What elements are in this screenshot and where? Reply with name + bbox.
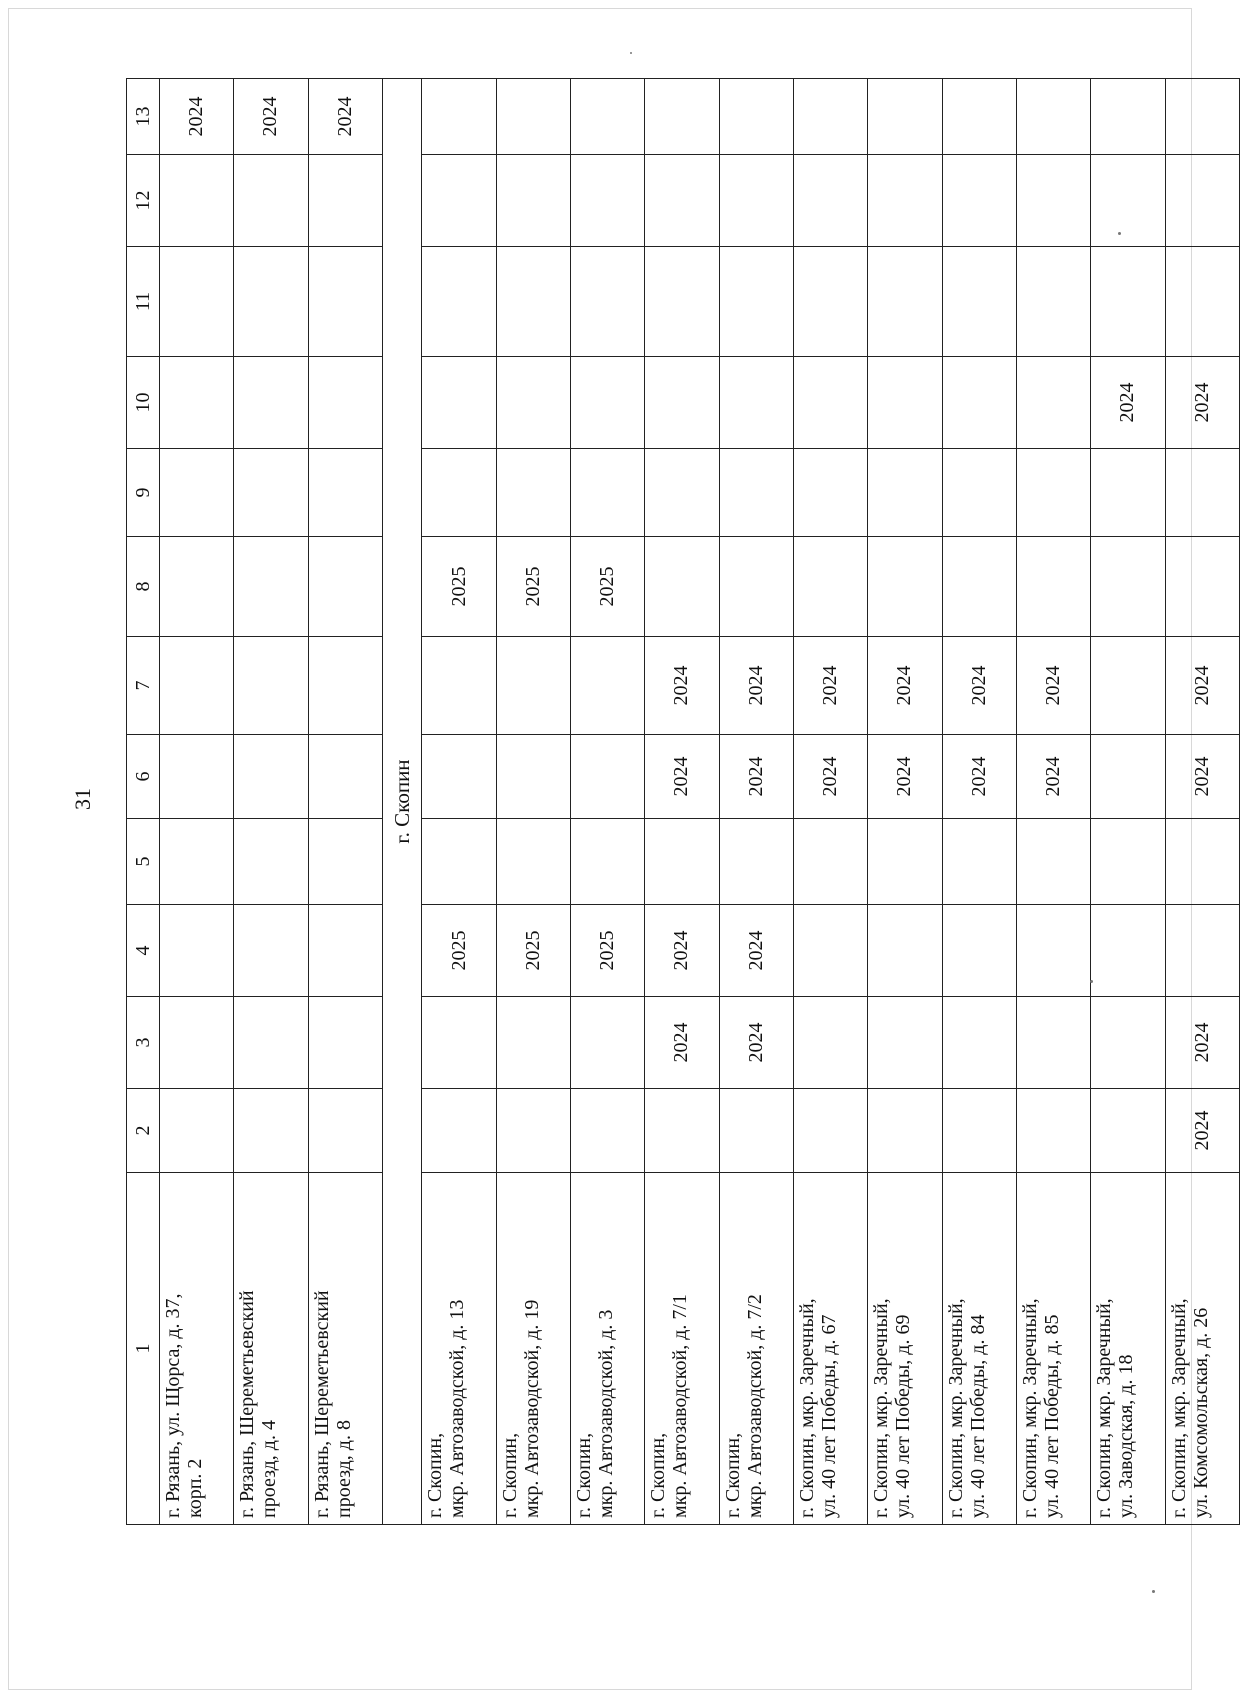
column-header-4: 4 (127, 905, 160, 997)
year-cell: 2024 (719, 735, 793, 819)
year-cell (496, 997, 570, 1089)
year-cell (719, 537, 793, 637)
year-cell (160, 637, 234, 735)
year-cell (160, 155, 234, 247)
year-cell (868, 247, 942, 357)
year-cell (1016, 537, 1090, 637)
year-cell: 2024 (234, 79, 308, 155)
year-cell: 2024 (793, 735, 867, 819)
year-cell (645, 819, 719, 905)
address-cell: г. Скопин, мкр. Заречный, ул. 40 лет Победы, д. 84 (942, 1173, 1016, 1525)
year-cell (496, 449, 570, 537)
year-cell (645, 357, 719, 449)
column-header-7: 7 (127, 637, 160, 735)
year-cell (1091, 247, 1165, 357)
table-row (1165, 79, 1240, 1525)
year-cell (422, 735, 496, 819)
year-cell (422, 819, 496, 905)
year-cell (1091, 155, 1165, 247)
scan-speck (1152, 1590, 1155, 1593)
year-cell (1165, 79, 1240, 155)
year-cell (422, 1089, 496, 1173)
year-cell (719, 155, 793, 247)
column-header-12: 12 (127, 155, 160, 247)
year-cell (793, 449, 867, 537)
column-header-13: 13 (127, 79, 160, 155)
year-cell (942, 819, 1016, 905)
year-cell (308, 357, 382, 449)
year-cell (793, 357, 867, 449)
year-cell: 2024 (160, 79, 234, 155)
year-cell (308, 819, 382, 905)
year-cell (496, 735, 570, 819)
year-cell: 2024 (1165, 735, 1240, 819)
year-cell (645, 537, 719, 637)
year-cell (160, 735, 234, 819)
address-cell: г. Рязань, Шереметьевский проезд, д. 4 (234, 1173, 308, 1525)
year-cell: 2024 (1165, 637, 1240, 735)
table-row (1016, 79, 1090, 1525)
year-cell: 2025 (422, 905, 496, 997)
scan-speck (630, 52, 632, 54)
column-header-10: 10 (127, 357, 160, 449)
year-cell (942, 1089, 1016, 1173)
year-cell (1091, 905, 1165, 997)
year-cell: 2024 (1165, 997, 1240, 1089)
year-cell (308, 997, 382, 1089)
year-cell (868, 79, 942, 155)
year-cell (234, 997, 308, 1089)
year-cell: 2024 (308, 79, 382, 155)
year-cell (1091, 637, 1165, 735)
year-cell (308, 247, 382, 357)
year-cell (571, 79, 645, 155)
year-cell (868, 1089, 942, 1173)
column-header-9: 9 (127, 449, 160, 537)
column-header-1: 1 (127, 1173, 160, 1525)
year-cell (571, 449, 645, 537)
table-row (422, 79, 496, 1525)
year-cell (160, 537, 234, 637)
year-cell (793, 997, 867, 1089)
year-cell (422, 357, 496, 449)
year-cell (793, 537, 867, 637)
table-row (1091, 79, 1165, 1525)
address-cell: г. Скопин, мкр. Автозаводской, д. 7/2 (719, 1173, 793, 1525)
address-cell: г. Скопин, мкр. Автозаводской, д. 3 (571, 1173, 645, 1525)
year-cell (868, 905, 942, 997)
year-cell (1165, 449, 1240, 537)
table-row (868, 79, 942, 1525)
year-cell (571, 735, 645, 819)
year-cell (234, 735, 308, 819)
table-body (160, 79, 1240, 1525)
year-cell (234, 357, 308, 449)
column-header-8: 8 (127, 537, 160, 637)
year-cell (1091, 79, 1165, 155)
year-cell: 2024 (1016, 637, 1090, 735)
year-cell (868, 155, 942, 247)
year-cell: 2024 (645, 735, 719, 819)
year-cell: 2024 (793, 637, 867, 735)
year-cell: 2024 (868, 637, 942, 735)
year-cell (1091, 819, 1165, 905)
year-cell (645, 1089, 719, 1173)
year-cell (160, 1089, 234, 1173)
year-cell (234, 637, 308, 735)
year-cell (571, 819, 645, 905)
table-row (234, 79, 308, 1525)
year-cell (1091, 735, 1165, 819)
year-cell: 2025 (496, 537, 570, 637)
year-cell (308, 537, 382, 637)
year-cell: 2024 (645, 997, 719, 1089)
address-cell: г. Скопин, мкр. Автозаводской, д. 19 (496, 1173, 570, 1525)
rotated-table-container (126, 79, 1240, 1525)
year-cell (234, 905, 308, 997)
year-cell: 2024 (645, 905, 719, 997)
year-cell (1016, 79, 1090, 155)
year-cell (719, 819, 793, 905)
year-cell (234, 1089, 308, 1173)
year-cell (496, 637, 570, 735)
year-cell (645, 155, 719, 247)
address-cell: г. Скопин, мкр. Автозаводской, д. 13 (422, 1173, 496, 1525)
year-cell (1091, 537, 1165, 637)
year-cell (719, 357, 793, 449)
year-cell (308, 735, 382, 819)
table-row (942, 79, 1016, 1525)
year-cell (160, 247, 234, 357)
year-cell (645, 449, 719, 537)
section-title: г. Скопин (382, 79, 421, 1525)
year-cell (422, 247, 496, 357)
year-cell (1091, 997, 1165, 1089)
page-number: 31 (70, 788, 95, 810)
year-cell (308, 637, 382, 735)
year-cell: 2024 (1165, 1089, 1240, 1173)
year-cell (571, 997, 645, 1089)
year-cell: 2025 (571, 905, 645, 997)
year-cell (719, 79, 793, 155)
year-cell (422, 79, 496, 155)
year-cell (793, 155, 867, 247)
year-cell (422, 449, 496, 537)
year-cell (496, 357, 570, 449)
year-cell (234, 247, 308, 357)
table-row (645, 79, 719, 1525)
year-cell: 2024 (1016, 735, 1090, 819)
year-cell (942, 449, 1016, 537)
year-cell (571, 247, 645, 357)
year-cell (868, 819, 942, 905)
year-cell (793, 1089, 867, 1173)
year-cell (422, 637, 496, 735)
year-cell (234, 537, 308, 637)
year-cell (942, 537, 1016, 637)
year-cell (496, 819, 570, 905)
year-cell (308, 155, 382, 247)
year-cell (868, 537, 942, 637)
year-cell (1016, 357, 1090, 449)
year-cell (942, 905, 1016, 997)
table-row (719, 79, 793, 1525)
year-cell (571, 637, 645, 735)
year-cell (422, 997, 496, 1089)
address-cell: г. Скопин, мкр. Заречный, ул. 40 лет Победы, д. 69 (868, 1173, 942, 1525)
table-row (793, 79, 867, 1525)
year-cell (496, 1089, 570, 1173)
year-cell (160, 449, 234, 537)
year-cell (942, 79, 1016, 155)
schedule-table (126, 78, 1240, 1525)
year-cell (719, 1089, 793, 1173)
table-row (496, 79, 570, 1525)
year-cell (942, 357, 1016, 449)
year-cell (1165, 819, 1240, 905)
year-cell (496, 155, 570, 247)
section-row (382, 79, 421, 1525)
year-cell (1016, 155, 1090, 247)
year-cell (1016, 449, 1090, 537)
year-cell (942, 155, 1016, 247)
year-cell: 2024 (868, 735, 942, 819)
year-cell: 2025 (422, 537, 496, 637)
year-cell (160, 997, 234, 1089)
year-cell: 2024 (645, 637, 719, 735)
address-cell: г. Скопин, мкр. Заречный, ул. 40 лет Победы, д. 67 (793, 1173, 867, 1525)
year-cell: 2024 (1091, 357, 1165, 449)
year-cell (422, 155, 496, 247)
year-cell: 2025 (496, 905, 570, 997)
header-row (127, 79, 160, 1525)
year-cell (496, 247, 570, 357)
year-cell (571, 155, 645, 247)
year-cell (868, 357, 942, 449)
table-row (571, 79, 645, 1525)
year-cell (1016, 905, 1090, 997)
address-cell: г. Скопин, мкр. Автозаводской, д. 7/1 (645, 1173, 719, 1525)
address-cell: г. Рязань, Шереметьевский проезд, д. 8 (308, 1173, 382, 1525)
address-cell: г. Скопин, мкр. Заречный, ул. 40 лет Победы, д. 85 (1016, 1173, 1090, 1525)
year-cell: 2024 (1165, 357, 1240, 449)
year-cell (1016, 997, 1090, 1089)
column-header-5: 5 (127, 819, 160, 905)
year-cell: 2024 (942, 735, 1016, 819)
year-cell (308, 449, 382, 537)
year-cell (868, 449, 942, 537)
column-header-3: 3 (127, 997, 160, 1089)
year-cell (719, 247, 793, 357)
year-cell (1016, 247, 1090, 357)
year-cell (160, 819, 234, 905)
year-cell (1016, 1089, 1090, 1173)
address-cell: г. Рязань, ул. Щорса, д. 37, корп. 2 (160, 1173, 234, 1525)
year-cell (868, 997, 942, 1089)
column-header-2: 2 (127, 1089, 160, 1173)
year-cell (942, 247, 1016, 357)
year-cell (571, 357, 645, 449)
year-cell (793, 247, 867, 357)
year-cell (160, 905, 234, 997)
year-cell (645, 79, 719, 155)
address-cell: г. Скопин, мкр. Заречный, ул. Комсомольская, д. 26 (1165, 1173, 1240, 1525)
year-cell (308, 905, 382, 997)
year-cell (1016, 819, 1090, 905)
table-row (308, 79, 382, 1525)
column-header-6: 6 (127, 735, 160, 819)
year-cell (719, 449, 793, 537)
year-cell (234, 449, 308, 537)
year-cell (942, 997, 1016, 1089)
year-cell: 2024 (719, 637, 793, 735)
scan-speck (1118, 232, 1121, 235)
year-cell (793, 79, 867, 155)
year-cell (1165, 537, 1240, 637)
column-header-11: 11 (127, 247, 160, 357)
year-cell (160, 357, 234, 449)
year-cell: 2024 (942, 637, 1016, 735)
year-cell (1091, 1089, 1165, 1173)
address-cell: г. Скопин, мкр. Заречный, ул. Заводская, д. 18 (1091, 1173, 1165, 1525)
scan-speck (1090, 980, 1093, 983)
year-cell: 2024 (719, 905, 793, 997)
year-cell (793, 905, 867, 997)
table-row (160, 79, 234, 1525)
year-cell (1165, 155, 1240, 247)
year-cell: 2024 (719, 997, 793, 1089)
year-cell: 2025 (571, 537, 645, 637)
year-cell (496, 79, 570, 155)
year-cell (308, 1089, 382, 1173)
year-cell (1165, 905, 1240, 997)
year-cell (645, 247, 719, 357)
year-cell (571, 1089, 645, 1173)
year-cell (1165, 247, 1240, 357)
year-cell (793, 819, 867, 905)
year-cell (234, 819, 308, 905)
year-cell (234, 155, 308, 247)
year-cell (1091, 449, 1165, 537)
